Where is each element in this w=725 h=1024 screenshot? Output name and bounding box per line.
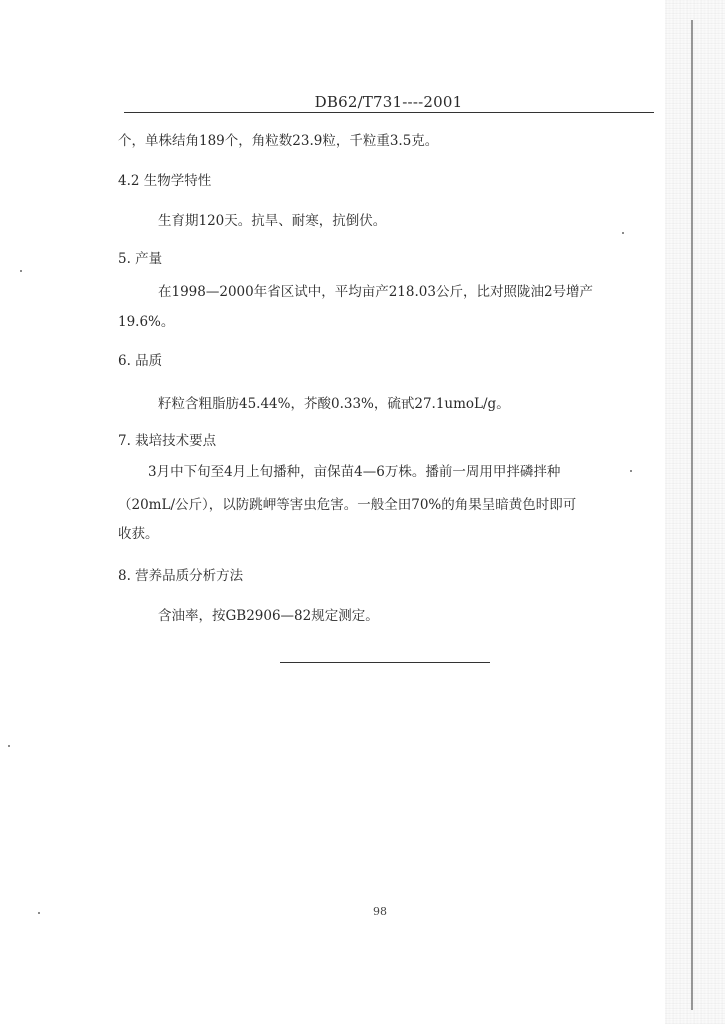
heading-5: 5. 产量: [118, 251, 163, 267]
paragraph-5-line-a: 在1998—2000年省区试中，平均亩产218.03公斤，比对照陇油2号增产: [158, 284, 594, 300]
paragraph-7-line-a: 3月中下旬至4月上旬播种，亩保苗4—6万株。播前一周用甲拌磷拌种: [148, 464, 561, 480]
heading-4-2: 4.2 生物学特性: [118, 173, 212, 189]
scan-edge-noise: [665, 0, 725, 1024]
paragraph-5-line-b: 19.6%。: [118, 314, 175, 330]
scan-edge-line: [691, 20, 693, 1010]
scan-speck: [38, 912, 40, 914]
standard-code: DB62/T731----2001: [310, 92, 467, 113]
header-rule-right: [467, 112, 654, 113]
scan-speck: [20, 270, 22, 272]
page-number: 98: [373, 905, 387, 918]
heading-8: 8. 营养品质分析方法: [118, 568, 244, 584]
scan-speck: [8, 745, 10, 747]
paragraph-4-2: 生育期120天。抗旱、耐寒，抗倒伏。: [158, 213, 387, 229]
body-line-1: 个，单株结角189个，角粒数23.9粒，千粒重3.5克。: [118, 133, 439, 149]
heading-6: 6. 品质: [118, 353, 163, 369]
heading-7: 7. 栽培技术要点: [118, 433, 217, 449]
scan-speck: [622, 232, 624, 234]
closing-rule: [280, 662, 490, 663]
paragraph-6: 籽粒含粗脂肪45.44%，芥酸0.33%，硫甙27.1umoL/g。: [158, 396, 510, 412]
paragraph-8: 含油率，按GB2906—82规定测定。: [158, 608, 379, 624]
paragraph-7-line-c: 收获。: [118, 526, 159, 542]
paragraph-7-line-b: （20mL/公斤），以防跳岬等害虫危害。一般全田70%的角果呈暗黄色时即可: [118, 497, 577, 513]
standard-header: [124, 92, 654, 114]
scan-speck: [630, 470, 632, 472]
header-rule-left: [124, 112, 310, 113]
